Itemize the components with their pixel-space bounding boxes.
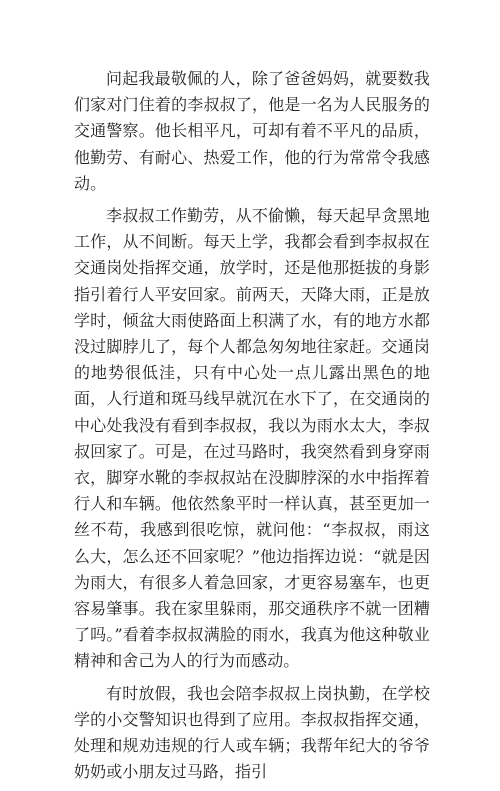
paragraph-3: 有时放假，我也会陪李叔叔上岗执勤，在学校学的小交警知识也得到了应用。李叔叔指挥交通，处理和规劝违规的行人或车辆；我帮年纪大的爷爷奶奶或小朋友过马路，指引 bbox=[74, 683, 430, 782]
essay-body bbox=[74, 66, 430, 791]
paragraph-1: 问起我最敬佩的人，除了爸爸妈妈，就要数我们家对门住着的李叔叔了，他是一名为人民服务的交通警察。他长相平凡，可却有着不平凡的品质，他勤劳、有耐心、热爱工作，他的行为常常令我感动。 bbox=[74, 69, 430, 193]
paragraph-2: 李叔叔工作勤劳，从不偷懒，每天起早贪黑地工作，从不间断。每天上学，我都会看到李叔叔在交通岗处指挥交通，放学时，还是他那挺拔的身影指引着行人平安回家。前两天，天降大雨，正是放学时，倾盆大雨使路面上积满了水，有的地方水都没过脚脖儿了，每个人都急匆匆地往家赶。交通岗的地势很低洼，只有中心处一点儿露出黑色的地面，人行道和斑马线早就沉在水下了，在交通岗的中心处我没有看到李叔叔，我以为雨水太大，李叔叔回家了。可是，在过马路时，我突然看到身穿雨衣，脚穿水靴的李叔叔站在没脚脖深的水中指挥着行人和车辆。他依然象平时一样认真，甚至更加一丝不苟，我感到很吃惊，就问他：“李叔叔，雨这么大，怎么还不回家呢？”他边指挥边说：“就是因为雨大，有很多人着急回家，才更容易塞车，也更容易肇事。我在家里躲雨，那交通秩序不就一团糟了吗。”看着李叔叔满脸的雨水，我真为他这种敬业精神和舍己为人的行为而感动。 bbox=[74, 206, 430, 671]
